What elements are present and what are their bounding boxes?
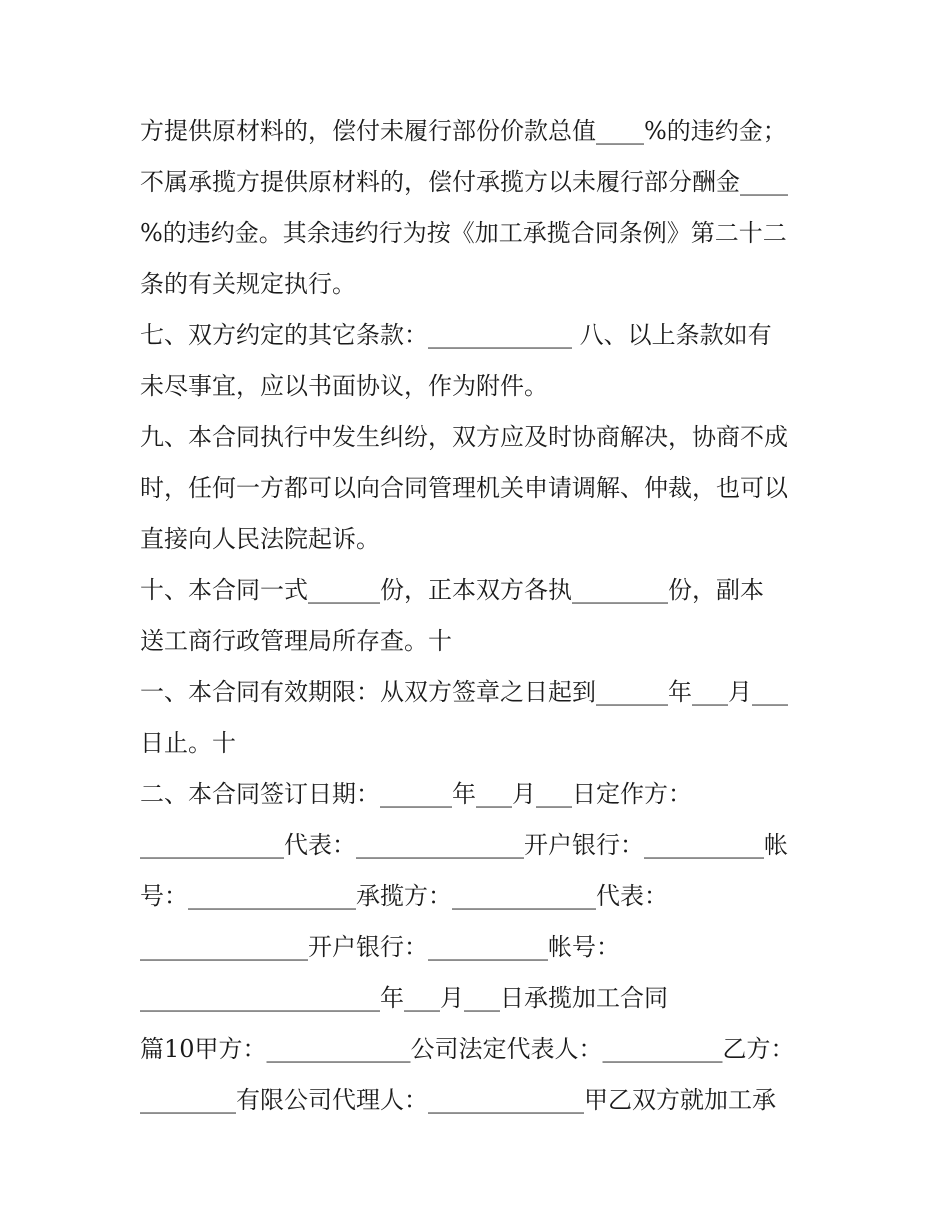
text-line-12: 一、本合同有效期限：从双方签章之日起到______年___月___ [140,678,788,706]
text-line-17: ______________开户银行：__________帐号： [140,933,620,961]
text-line-10: 十、本合同一式______份，正本双方各执________份，副本 [140,576,764,604]
text-line-19: 篇10甲方：____________公司法定代表人：__________乙方： [140,1035,795,1063]
text-line-15: ____________代表：______________开户银行：__________帐 [140,831,788,859]
text-line-5: 七、双方约定的其它条款：____________ 八、以上条款如有 [140,321,772,349]
text-line-16: 号：______________承揽方：____________代表： [140,882,668,910]
text-line-14: 二、本合同签订日期：______年___月___日定作方： [140,780,692,808]
contract-text-body [140,106,830,1126]
text-line-3: %的违约金。其余违约行为按《加工承揽合同条例》第二十二 [140,219,787,247]
text-line-6: 未尽事宜，应以书面协议，作为附件。 [140,372,548,400]
text-line-2: 不属承揽方提供原材料的，偿付承揽方以未履行部分酬金____ [140,168,788,196]
text-line-8: 时，任何一方都可以向合同管理机关申请调解、仲裁，也可以 [140,474,788,502]
text-line-9: 直接向人民法院起诉。 [140,525,380,553]
text-line-11: 送工商行政管理局所存查。十 [140,627,452,655]
text-line-20: ________有限公司代理人：_____________甲乙双方就加工承 [140,1086,776,1114]
text-line-13: 日止。十 [140,729,236,757]
text-line-18: ____________________年___月___日承揽加工合同 [140,984,668,1012]
text-line-4: 条的有关规定执行。 [140,270,356,298]
text-line-7: 九、本合同执行中发生纠纷，双方应及时协商解决，协商不成 [140,423,788,451]
text-line-1: 方提供原材料的，偿付未履行部份价款总值____%的违约金； [140,117,787,145]
